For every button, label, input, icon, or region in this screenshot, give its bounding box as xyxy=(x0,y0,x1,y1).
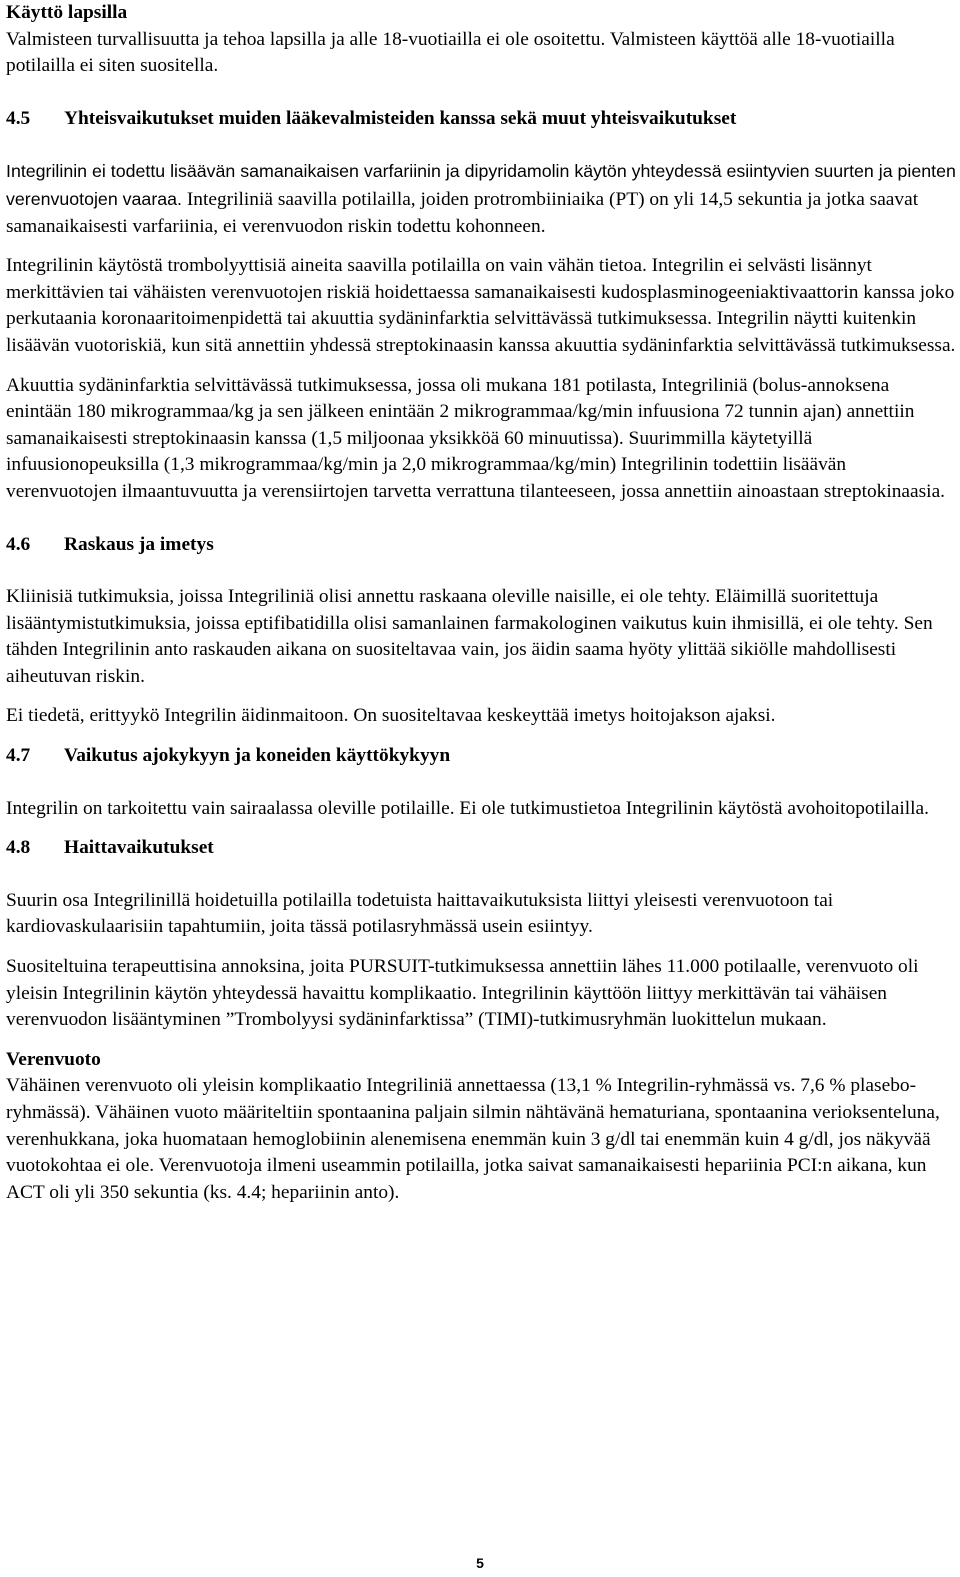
section-title: Haittavaikutukset xyxy=(64,837,214,859)
section-number: 4.5 xyxy=(6,107,31,129)
bleeding-text: Vähäinen verenvuoto oli yleisin komplikaatio Integriliniä annettaessa (13,1 % Integrilin-ryhmässä vs. 7,6 % plasebo-ryhmässä). Vähäinen vuoto määriteltiin spontaanina paljain silmin nähtävänä hematuriana, spontaanina verioksenteluna, verenhukkana, joka huomataan hemoglobiinin alenemisena enemmän kuin 3 g/dl tai enemmän kuin 4 g/dl, jos näkyvää vuotokohtaa ei ole. Verenvuotoja ilmeni useammin potilailla, jotka saivat samanaikaisesti hepariinia PCI:n aikana, kun ACT oli yli 350 sekuntia (ks. 4.4; hepariinin anto). xyxy=(6,1075,940,1203)
s46-paragraph-1: Kliinisiä tutkimuksia, joissa Integriliniä olisi annettu raskaana oleville naisille, ei ole tehty. Eläimillä suoritettuja lisääntymistutkimuksia, joissa eptifibatidilla olisi samanlainen farmakologinen vaikutus kuin ihmisillä, ei ole tehty. Sen tähden Integrilinin anto raskauden aikana on suositeltavaa vain, jos äidin saama hyöty ylittää sikiölle mahdollisesti aiheutuvan riskin. xyxy=(6,586,933,687)
section-title: Raskaus ja imetys xyxy=(64,533,214,555)
document-page xyxy=(6,0,956,1206)
s48-paragraph-2: Suositeltuina terapeuttisina annoksina, joita PURSUIT-tutkimuksessa annettiin lähes 11.000 potilaalle, verenvuoto oli yleisin Integrilinin käytön yhteydessä havaittu komplikaatio. Integrilinin käyttöön liittyy merkittävän tai vähäisen verenvuodon lisääntyminen ”Trombolyysi sydäninfarktissa” (TIMI)-tutkimusryhmän luokittelun mukaan. xyxy=(6,956,919,1031)
s45-paragraph-2: Integrilinin käytöstä trombolyyttisiä aineita saavilla potilailla on vain vähän tietoa. Integrilin ei selvästi lisännyt merkittävien tai vähäisten verenvuotojen riskiä hoidettaessa samanaikaisesti kudosplasminogeeniaktivaattorin kanssa joko perkutaania koronaaritoimenpidettä tai akuuttia sydäninfarktia selvittävässä tutkimuksessa. Integrilin näytti kuitenkin lisäävän vuotoriskiä, kun sitä annettiin yhdessä streptokinaasin kanssa akuuttia sydäninfarktia selvittävässä tutkimuksessa. xyxy=(6,255,956,356)
section-4-7-heading xyxy=(6,743,956,770)
section-4-8-heading xyxy=(6,835,956,862)
s45-paragraph-1-sans: Integrilinin ei todettu lisäävän samanaikaisen varfariinin ja dipyridamolin käytön yhteydessä esiintyvien suurten ja pienten verenvuotojen vaaraa. xyxy=(6,161,956,209)
s47-paragraph-1: Integrilin on tarkoitettu vain sairaalassa oleville potilaille. Ei ole tutkimustietoa Integrilinin käytöstä avohoitopotilailla. xyxy=(6,797,929,819)
s46-paragraph-2: Ei tiedetä, erittyykö Integrilin äidinmaitoon. On suositeltavaa keskeyttää imetys hoitojakson ajaksi. xyxy=(6,705,776,727)
pediatric-text: Valmisteen turvallisuutta ja tehoa lapsilla ja alle 18-vuotiailla ei ole osoitettu. Valmisteen käyttöä alle 18-vuotiailla potilailla ei siten suositella. xyxy=(6,28,895,77)
s45-paragraph-1-rest: Integriliniä saavilla potilailla, joiden protrombiiniaika (PT) on yli 14,5 sekuntia ja jotka saavat samanaikaisesti varfariinia, ei verenvuodon riskin todettu kohonneen. xyxy=(6,188,919,237)
bleeding-heading: Verenvuoto xyxy=(6,1048,101,1070)
page-number: 5 xyxy=(476,1555,484,1571)
section-number: 4.7 xyxy=(6,745,31,767)
section-number: 4.6 xyxy=(6,533,31,555)
section-title: Vaikutus ajokykyyn ja koneiden käyttökykyyn xyxy=(64,745,451,767)
section-4-6-heading xyxy=(6,532,956,559)
s48-paragraph-1: Suurin osa Integrilinillä hoidetuilla potilailla todetuista haittavaikutuksista liittyi yleisesti verenvuotoon tai kardiovaskulaarisiin tapahtumiin, joita tässä potilasryhmässä usein esiintyy. xyxy=(6,889,834,938)
pediatric-heading: Käyttö lapsilla xyxy=(6,2,128,23)
section-title: Yhteisvaikutukset muiden lääkevalmisteiden kanssa sekä muut yhteisvaikutukset xyxy=(64,107,737,129)
s45-paragraph-1 xyxy=(6,158,956,240)
section-4-5-heading xyxy=(6,106,956,133)
s45-paragraph-3: Akuuttia sydäninfarktia selvittävässä tutkimuksessa, jossa oli mukana 181 potilasta, Integriliniä (bolus-annoksena enintään 180 mikrogrammaa/kg ja sen jälkeen enintään 2 mikrogrammaa/kg/min infuusiona 72 tunnin ajan) annettiin samanaikaisesti streptokinaasin kanssa (1,5 miljoonaa yksikköä 60 minuutissa). Suurimmilla käytetyillä infuusionopeuksilla (1,3 mikrogrammaa/kg/min ja 2,0 mikrogrammaa/kg/min) Integrilinin todettiin lisäävän verenvuotojen ilmaantuvuutta ja verensiirtojen tarvetta verrattuna tilanteeseen, jossa annettiin ainoastaan streptokinaasia. xyxy=(6,374,946,502)
section-number: 4.8 xyxy=(6,837,31,859)
